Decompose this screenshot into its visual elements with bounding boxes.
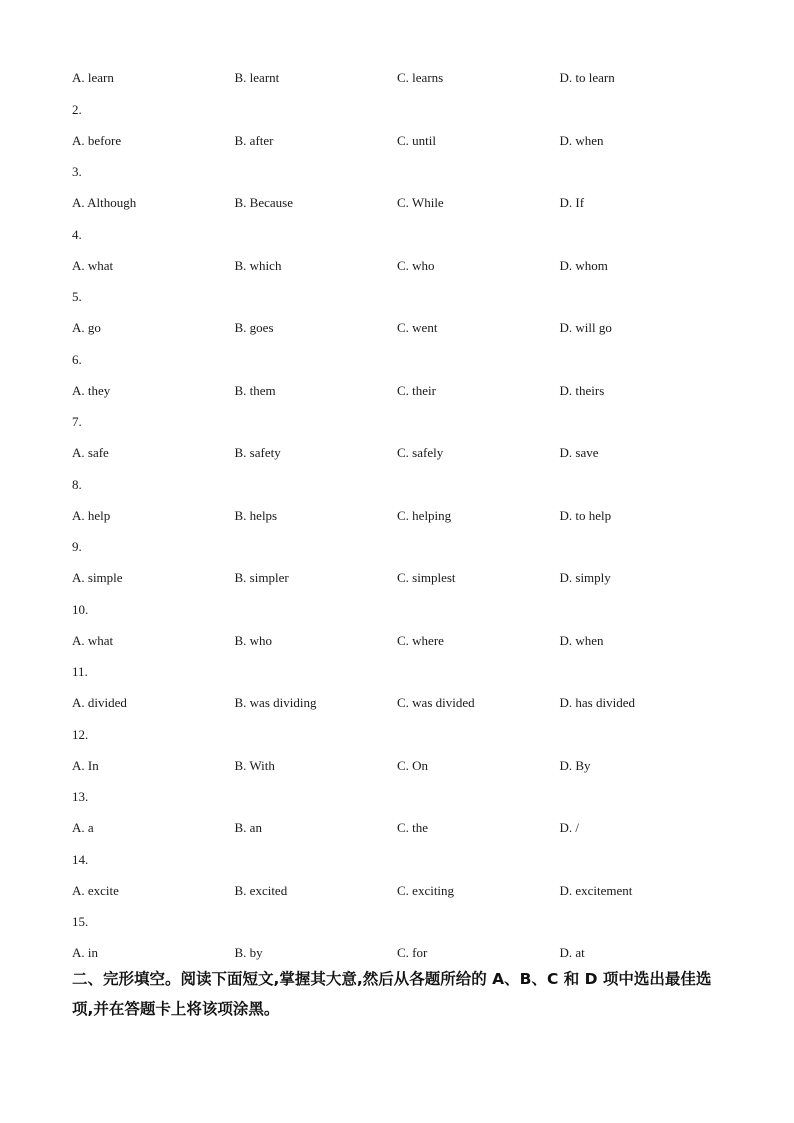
question-options-row (72, 500, 752, 532)
option-c: C. On (397, 757, 429, 773)
question-options-row (72, 312, 752, 344)
question-list (72, 62, 752, 969)
question-number: 3. (72, 164, 82, 179)
option-b: B. excited (234, 882, 288, 898)
question-number: 4. (72, 226, 82, 242)
question-options-row (72, 375, 752, 407)
section-heading-cloze: 二、完形填空。阅读下面短文,掌握其大意,然后从各题所给的 A、B、C 和 D 项中选出最佳选项,并在答题卡上将该项涂黑。 (72, 970, 712, 1018)
question-number: 12. (72, 726, 89, 742)
option-c: C. who (397, 257, 435, 273)
option-b: B. goes (234, 320, 274, 335)
option-b: B. With (234, 757, 275, 773)
option-a: A. what (72, 257, 114, 273)
option-b: B. safety (234, 445, 281, 460)
question-number: 5. (72, 289, 82, 304)
question-number: 15. (72, 914, 89, 929)
question-options-row (72, 187, 752, 219)
option-d: D. when (559, 132, 604, 148)
option-d: D. / (559, 820, 579, 835)
question-options-row (72, 875, 752, 907)
option-d: D. If (559, 195, 585, 210)
option-a: A. what (72, 632, 114, 648)
option-c: C. exciting (397, 882, 455, 898)
option-d: D. save (559, 445, 599, 460)
option-b: B. who (234, 632, 273, 648)
option-c: C. was divided (397, 695, 475, 710)
question-options-row (72, 750, 752, 782)
option-a: A. excite (72, 882, 119, 898)
option-d: D. excitement (559, 882, 633, 898)
option-d: D. to learn (559, 70, 615, 85)
option-d: D. simply (559, 570, 611, 585)
option-b: B. by (234, 945, 263, 960)
option-b: B. simpler (234, 570, 289, 585)
option-b: B. helps (234, 507, 278, 523)
option-c: C. simplest (397, 570, 456, 585)
option-c: C. went (397, 320, 438, 335)
option-d: D. when (559, 632, 604, 648)
option-b: B. Because (234, 195, 293, 210)
option-a: A. before (72, 132, 122, 148)
question-options-row (72, 250, 752, 282)
question-options-row (72, 812, 752, 844)
question-options-row (72, 62, 752, 94)
option-c: C. While (397, 195, 444, 210)
option-c: C. learns (397, 70, 444, 85)
question-options-row (72, 562, 752, 594)
option-d: D. to help (559, 507, 612, 523)
question-number: 11. (72, 664, 88, 679)
question-options-row (72, 125, 752, 157)
option-c: C. the (397, 820, 429, 835)
option-c: C. for (397, 945, 428, 960)
option-d: D. will go (559, 320, 612, 335)
option-a: A. simple (72, 570, 123, 585)
option-d: D. whom (559, 257, 608, 273)
option-c: C. their (397, 382, 436, 398)
option-d: D. has divided (559, 695, 635, 710)
option-b: B. learnt (234, 70, 280, 85)
question-options-row (72, 687, 752, 719)
option-a: A. Although (72, 195, 137, 210)
question-number: 13. (72, 789, 89, 804)
option-c: C. helping (397, 507, 452, 523)
option-b: B. was dividing (234, 695, 317, 710)
option-b: B. after (234, 132, 274, 148)
option-a: A. help (72, 507, 111, 523)
question-options-row (72, 625, 752, 657)
question-number: 2. (72, 101, 82, 117)
option-d: D. By (559, 757, 591, 773)
option-a: A. a (72, 820, 94, 835)
option-b: B. an (234, 820, 262, 835)
option-b: B. which (234, 257, 282, 273)
option-b: B. them (234, 382, 276, 398)
option-c: C. safely (397, 445, 444, 460)
question-number: 7. (72, 414, 82, 429)
option-a: A. safe (72, 445, 109, 460)
question-number: 14. (72, 851, 89, 867)
option-d: D. theirs (559, 382, 605, 398)
question-number: 8. (72, 476, 82, 492)
option-a: A. they (72, 382, 111, 398)
option-a: A. learn (72, 70, 114, 85)
question-number: 10. (72, 601, 89, 617)
option-a: A. go (72, 320, 101, 335)
option-c: C. until (397, 132, 437, 148)
option-a: A. divided (72, 695, 127, 710)
option-d: D. at (559, 945, 585, 960)
question-number: 6. (72, 351, 82, 367)
option-a: A. In (72, 757, 99, 773)
option-a: A. in (72, 945, 98, 960)
option-c: C. where (397, 632, 444, 648)
question-options-row (72, 437, 752, 469)
question-number: 9. (72, 539, 82, 554)
